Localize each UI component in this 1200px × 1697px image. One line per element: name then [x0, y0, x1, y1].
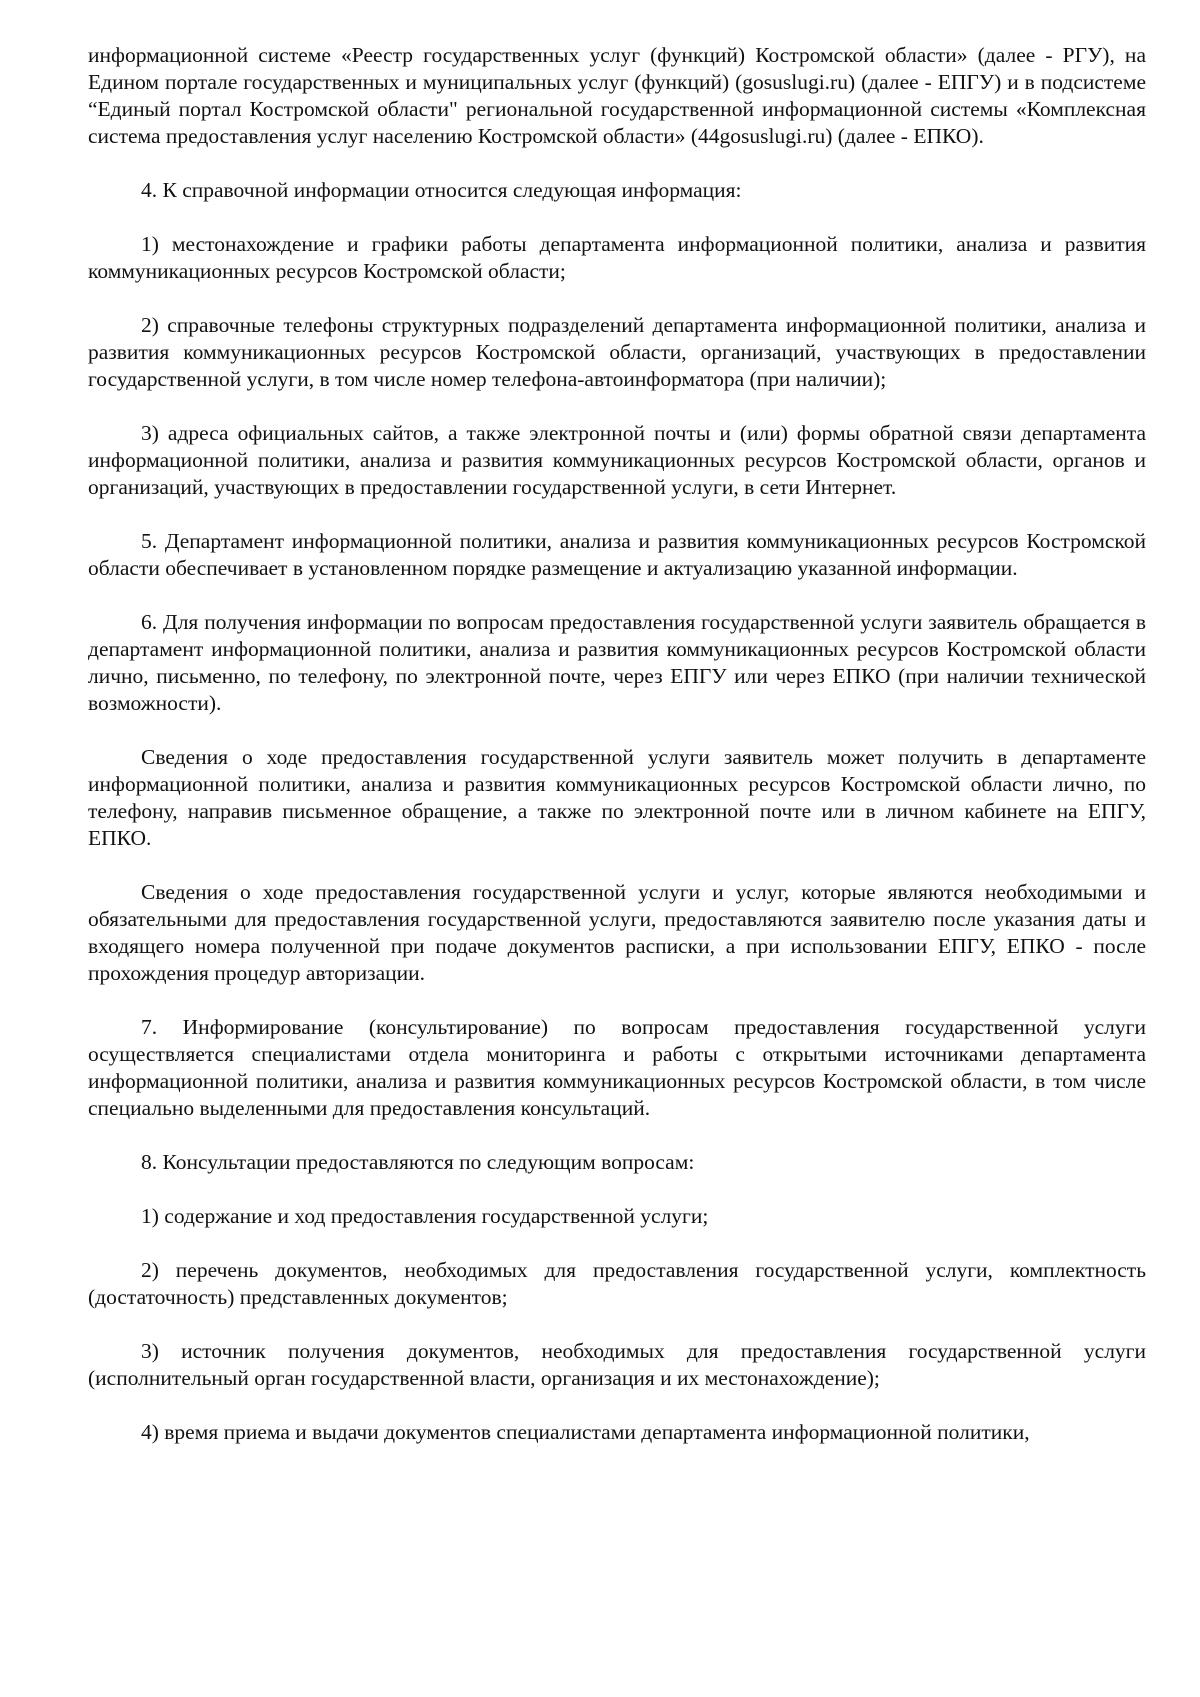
- paragraph-item-8-2: 2) перечень документов, необходимых для предоставления государственной услуги, комплектность (достаточность) представленных документов;: [88, 1258, 1146, 1309]
- paragraph-rgu-epgu-epko: информационной системе «Реестр государственных услуг (функций) Костромской области» (далее - РГУ), на Едином портале государственных и муниципальных услуг (функций) (gosuslugi.ru) (далее - ЕПГУ) и в подсистеме “Единый портал Костромской области" региональной государственной информационной системы «Комплексная система предоставления услуг населению Костромской области» (44gosuslugi.ru) (далее - ЕПКО).: [88, 43, 1146, 148]
- paragraph-item-5: 5. Департамент информационной политики, анализа и развития коммуникационных ресурсов Костромской области обеспечивает в установленном порядке размещение и актуализацию указанной информации.: [88, 529, 1146, 580]
- paragraph-item-8-1: 1) содержание и ход предоставления государственной услуги;: [141, 1204, 709, 1228]
- paragraph-item-8-3: 3) источник получения документов, необходимых для предоставления государственной услуги (исполнительный орган государственной власти, организация и их местонахождение);: [88, 1339, 1146, 1390]
- paragraph-item-4-3: 3) адреса официальных сайтов, а также электронной почты и (или) формы обратной связи департамента информационной политики, анализа и развития коммуникационных ресурсов Костромской области, органов и организаций, участвующих в предоставлении государственной услуги, в сети Интернет.: [88, 421, 1146, 499]
- paragraph-item-6: 6. Для получения информации по вопросам предоставления государственной услуги заявитель обращается в департамент информационной политики, анализа и развития коммуникационных ресурсов Костромской области лично, письменно, по телефону, по электронной почте, через ЕПГУ или через ЕПКО (при наличии технической возможности).: [88, 610, 1146, 715]
- paragraph-item-4-1: 1) местонахождение и графики работы департамента информационной политики, анализа и развития коммуникационных ресурсов Костромской области;: [88, 232, 1146, 283]
- paragraph-progress-info-auth: Сведения о ходе предоставления государственной услуги и услуг, которые являются необходимыми и обязательными для предоставления государственной услуги, предоставляются заявителю после указания даты и входящего номера полученной при подаче документов расписки, а при использовании ЕПГУ, ЕПКО - после прохождения процедур авторизации.: [88, 880, 1146, 985]
- paragraph-progress-info: Сведения о ходе предоставления государственной услуги заявитель может получить в департаменте информационной политики, анализа и развития коммуникационных ресурсов Костромской области лично, по телефону, направив письменное обращение, а также по электронной почте или в личном кабинете на ЕПГУ, ЕПКО.: [88, 745, 1146, 850]
- paragraph-item-4-2: 2) справочные телефоны структурных подразделений департамента информационной политики, анализа и развития коммуникационных ресурсов Костромской области, организаций, участвующих в предоставлении государственной услуги, в том числе номер телефона-автоинформатора (при наличии);: [88, 313, 1146, 391]
- document-page: [88, 42, 1146, 1473]
- paragraph-item-8-4: 4) время приема и выдачи документов специалистами департамента информационной политики,: [141, 1420, 1030, 1444]
- paragraph-item-8: 8. Консультации предоставляются по следующим вопросам:: [141, 1150, 695, 1174]
- paragraph-item-4: 4. К справочной информации относится следующая информация:: [141, 178, 742, 202]
- paragraph-item-7: 7. Информирование (консультирование) по вопросам предоставления государственной услуги осуществляется специалистами отдела мониторинга и работы с открытыми источниками департамента информационной политики, анализа и развития коммуникационных ресурсов Костромской области, в том числе специально выделенными для предоставления консультаций.: [88, 1015, 1146, 1120]
